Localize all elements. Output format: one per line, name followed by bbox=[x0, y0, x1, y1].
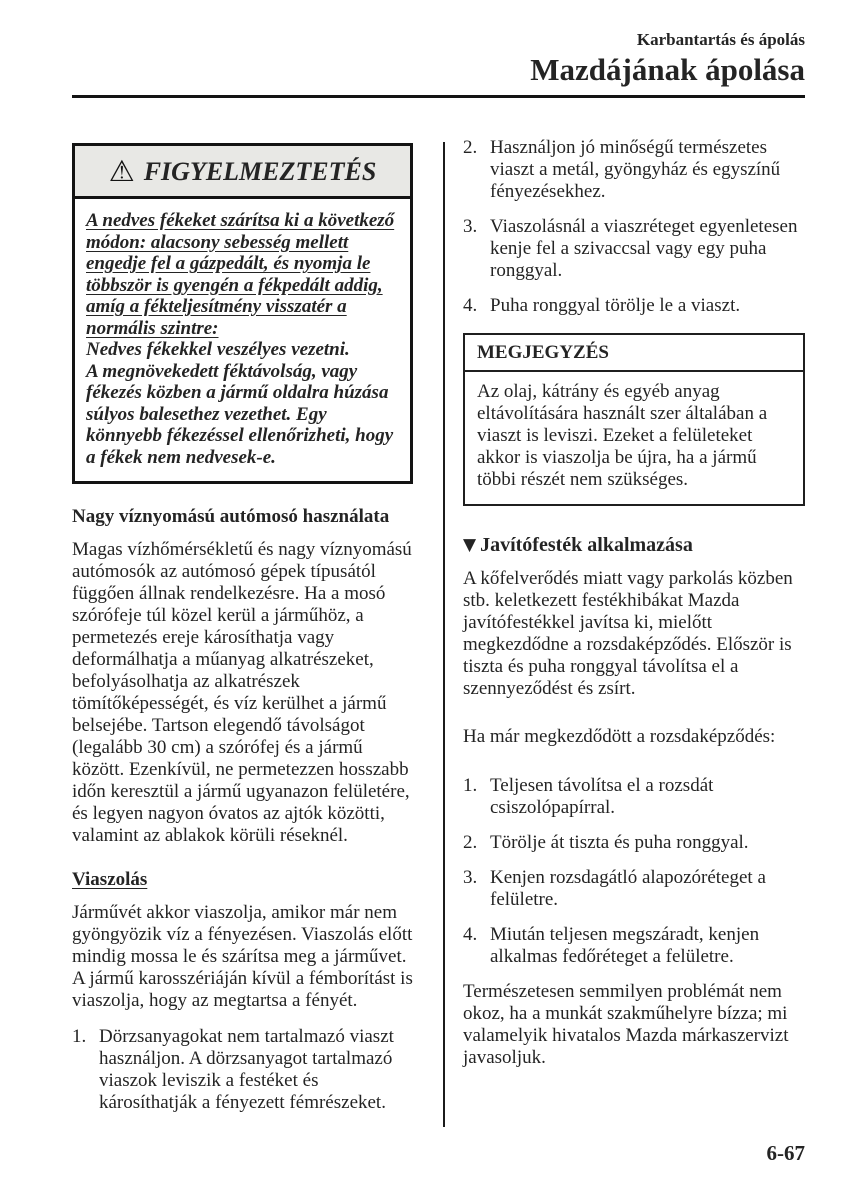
paragraph-pressure-wash: Magas vízhőmérsékletű és nagy víznyomású autómosók az autómosó gépek típusától függően állnak rendelkezésre. Ha a mosó szórófeje túl közel kerül a járműhöz, a permetezés ereje károsíthatja vagy deformálhatja a műanyag alkatrészeket, befolyásolhatja az alkatrészek tömítőképességét, és víz kerülhet a jármű belsejébe. Tartson elegendő távolságot (legalább 30 cm) a szórófej és a jármű között. Ezenkívül, ne permetezzen hosszabb időn keresztül a jármű ugyanazon felületére, és legyen nagyon óvatos az ajtók közötti, valamint az ablakok körüli réseknél. bbox=[72, 539, 412, 846]
list-text: Törölje át tiszta és puha ronggyal. bbox=[490, 832, 749, 853]
list-item-wax-2 bbox=[463, 137, 805, 203]
heading-pressure-wash: Nagy víznyomású autómosó használata bbox=[72, 506, 390, 527]
warning-box-body bbox=[75, 199, 410, 481]
left-column bbox=[72, 143, 413, 1127]
list-number: 4. bbox=[463, 295, 478, 316]
breadcrumb: Karbantartás és ápolás bbox=[636, 30, 805, 49]
list-text: Kenjen rozsdagátló alapozóréteget a felületre. bbox=[490, 867, 766, 910]
paragraph-touch-up-closing: Természetesen semmilyen problémát nem okoz, ha a munkát szakműhelyre bízza; mi valamelyik hivatalos Mazda márkaszervizt javasoljuk. bbox=[463, 981, 789, 1068]
triangle-marker-icon: ▼ bbox=[463, 535, 477, 555]
paragraph-waxing: Járművét akkor viaszolja, amikor már nem gyöngyözik víz a fényezésen. Viaszolás előtt mindig mossa le és szárítsa meg a járművet. A jármű karosszériáján kívül a fémborítást is viaszolja, hogy az megtartsa a fényét. bbox=[72, 902, 413, 1011]
header-rule bbox=[72, 95, 805, 98]
list-number: 2. bbox=[463, 137, 478, 158]
warning-text-rest: A megnövekedett féktávolság, vagy fékezés közben a jármű oldalra húzása súlyos balesethez vezethet. Egy könnyebb fékezéssel ellenőrizheti, hogy a fékek nem nedvesek-e. bbox=[86, 360, 394, 468]
list-item-rust-2 bbox=[463, 832, 805, 854]
page-title: Mazdájának ápolása bbox=[530, 52, 805, 87]
list-number: 1. bbox=[463, 775, 478, 796]
list-text: Teljesen távolítsa el a rozsdát csiszolópapírral. bbox=[490, 775, 714, 818]
warning-box bbox=[72, 143, 413, 484]
column-divider bbox=[443, 142, 445, 1127]
list-text: Miután teljesen megszáradt, kenjen alkalmas fedőréteget a felületre. bbox=[490, 924, 760, 967]
list-number: 2. bbox=[463, 832, 478, 853]
warning-text-line: Nedves fékekkel veszélyes vezetni. bbox=[86, 339, 350, 360]
warning-underlined-text: A nedves fékeket szárítsa ki a következő módon: alacsony sebesség mellett engedje fel a gázpedált, és nyomja le többször is gyengén a fékpedált addig, amíg a fékteljesítmény visszatér a normális szintre: bbox=[86, 210, 395, 339]
warning-box-header bbox=[75, 146, 410, 199]
note-box-body: Az olaj, kátrány és egyéb anyag eltávolítására használt szer általában a viaszt is leviszi. Ezeket a felületeket akkor is viaszolja be újra, ha a jármű többi részét nem szükséges. bbox=[477, 381, 768, 490]
list-item-rust-3 bbox=[463, 867, 805, 911]
list-item-wax-3 bbox=[463, 216, 805, 282]
heading-touch-up-label: Javítófesték alkalmazása bbox=[480, 534, 693, 556]
page-number: 6-67 bbox=[766, 1141, 805, 1165]
list-item-wax-4 bbox=[463, 295, 805, 317]
note-box-title: MEGJEGYZÉS bbox=[465, 335, 803, 372]
list-text: Dörzsanyagokat nem tartalmazó viaszt használjon. A dörzsanyagot tartalmazó viaszok leviszik a festéket és károsíthatják a fényezett fémrészeket. bbox=[99, 1026, 394, 1113]
list-number: 3. bbox=[463, 216, 478, 237]
warning-box-title: FIGYELMEZTETÉS bbox=[143, 156, 377, 186]
list-text: Viaszolásnál a viaszréteget egyenletesen kenje fel a szivaccsal vagy egy puha ronggyal. bbox=[490, 216, 798, 281]
list-number: 3. bbox=[463, 867, 478, 888]
list-item-rust-4 bbox=[463, 924, 805, 968]
paragraph-rust-lead: Ha már megkezdődött a rozsdaképződés: bbox=[463, 726, 776, 747]
list-number: 4. bbox=[463, 924, 478, 945]
list-text: Használjon jó minőségű természetes viaszt a metál, gyöngyház és egyszínű fényezésekhez. bbox=[490, 137, 781, 202]
list-text: Puha ronggyal törölje le a viaszt. bbox=[490, 295, 741, 316]
page-header bbox=[72, 30, 805, 98]
list-item-wax-1 bbox=[72, 1026, 413, 1114]
heading-waxing: Viaszolás bbox=[72, 869, 148, 890]
note-box bbox=[463, 333, 805, 506]
paragraph-touch-up-1: A kőfelverődés miatt vagy parkolás közben stb. keletkezett festékhibákat Mazda javítófestékkel javítsa ki, mielőtt megkezdődne a rozsdaképződés. Először is tiszta és puha ronggyal távolítsa el a szennyeződést és zsírt. bbox=[463, 568, 793, 699]
heading-touch-up-paint bbox=[463, 533, 805, 557]
list-number: 1. bbox=[72, 1026, 87, 1047]
right-column bbox=[463, 137, 805, 1069]
list-item-rust-1 bbox=[463, 775, 805, 819]
warning-triangle-icon: ⚠ bbox=[108, 154, 135, 188]
